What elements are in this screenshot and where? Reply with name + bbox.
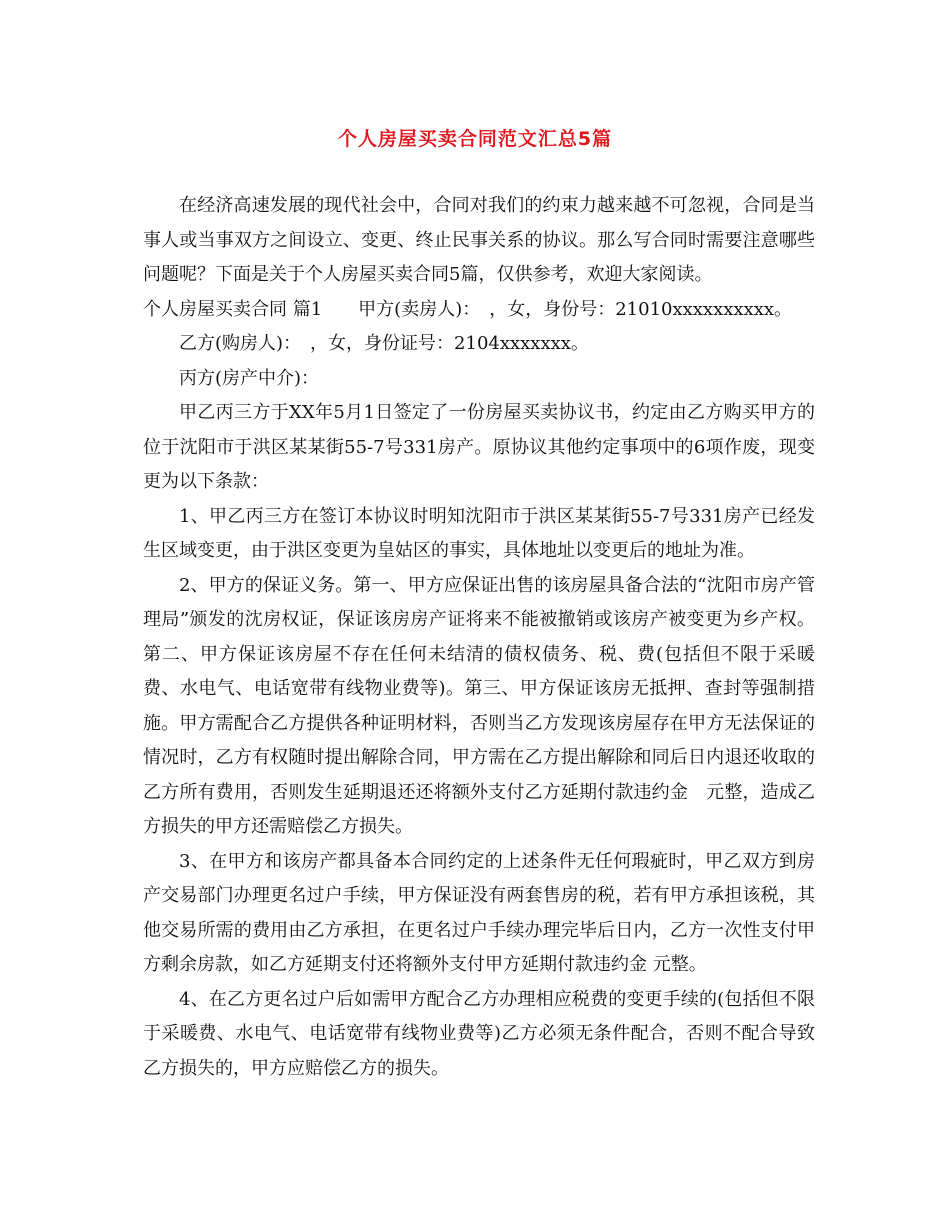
document-title: 个人房屋买卖合同范文汇总5篇: [337, 128, 613, 150]
clause-1-paragraph: 1、甲乙丙三方在签订本协议时明知沈阳市于洪区某某街55-7号331房产已经发生区域变更，由于洪区变更为皇姑区的事实，具体地址以变更后的地址为准。: [143, 505, 815, 561]
document-body: [143, 189, 815, 1086]
clause-2-paragraph: 2、甲方的保证义务。第一、甲方应保证出售的该房屋具备合法的“沈阳市房产管理局”颁发的沈房权证，保证该房房产证将来不能被撤销或该房产被变更为乡产权。第二、甲方保证该房屋不存在任何未结清的债权债务、税、费(包括但不限于采暖费、水电气、电话宽带有线物业费等)。第三、甲方保证该房无抵押、查封等强制措施。甲方需配合乙方提供各种证明材料，否则当乙方发现该房屋存在甲方无法保证的情况时，乙方有权随时提出解除合同，甲方需在乙方提出解除和同后日内退还收取的乙方所有费用，否则发生延期退还还将额外支付乙方延期付款违约金 元整，造成乙方损失的甲方还需赔偿乙方损失。: [143, 574, 815, 837]
contract-heading-line: 个人房屋买卖合同 篇1 甲方(卖房人)： ，女，身份号：21010xxxxxxxxxx。: [143, 298, 792, 320]
agreement-paragraph: 甲乙丙三方于XX年5月1日签定了一份房屋买卖协议书，约定由乙方购买甲方的位于沈阳市于洪区某某街55-7号331房产。原协议其他约定事项中的6项作废，现变更为以下条款：: [143, 402, 815, 492]
intro-paragraph: 在经济高速发展的现代社会中，合同对我们的约束力越来越不可忽视，合同是当事人或当事双方之间设立、变更、终止民事关系的协议。那么写合同时需要注意哪些问题呢？下面是关于个人房屋买卖合同5篇，仅供参考，欢迎大家阅读。: [143, 195, 815, 285]
clause-3-paragraph: 3、在甲方和该房产都具备本合同约定的上述条件无任何瑕疵时，甲乙双方到房产交易部门办理更名过户手续，甲方保证没有两套售房的税，若有甲方承担该税，其他交易所需的费用由乙方承担，在更名过户手续办理完毕后日内，乙方一次性支付甲方剩余房款，如乙方延期支付还将额外支付甲方延期付款违约金 元整。: [143, 850, 815, 975]
party-b-paragraph: 乙方(购房人)： ，女，身份证号：2104xxxxxxx。: [179, 333, 589, 354]
clause-4-paragraph: 4、在乙方更名过户后如需甲方配合乙方办理相应税费的变更手续的(包括但不限于采暖费、水电气、电话宽带有线物业费等)乙方必须无条件配合，否则不配合导致乙方损失的，甲方应赔偿乙方的损失。: [143, 988, 815, 1079]
party-c-paragraph: 丙方(房产中介)：: [179, 367, 320, 389]
